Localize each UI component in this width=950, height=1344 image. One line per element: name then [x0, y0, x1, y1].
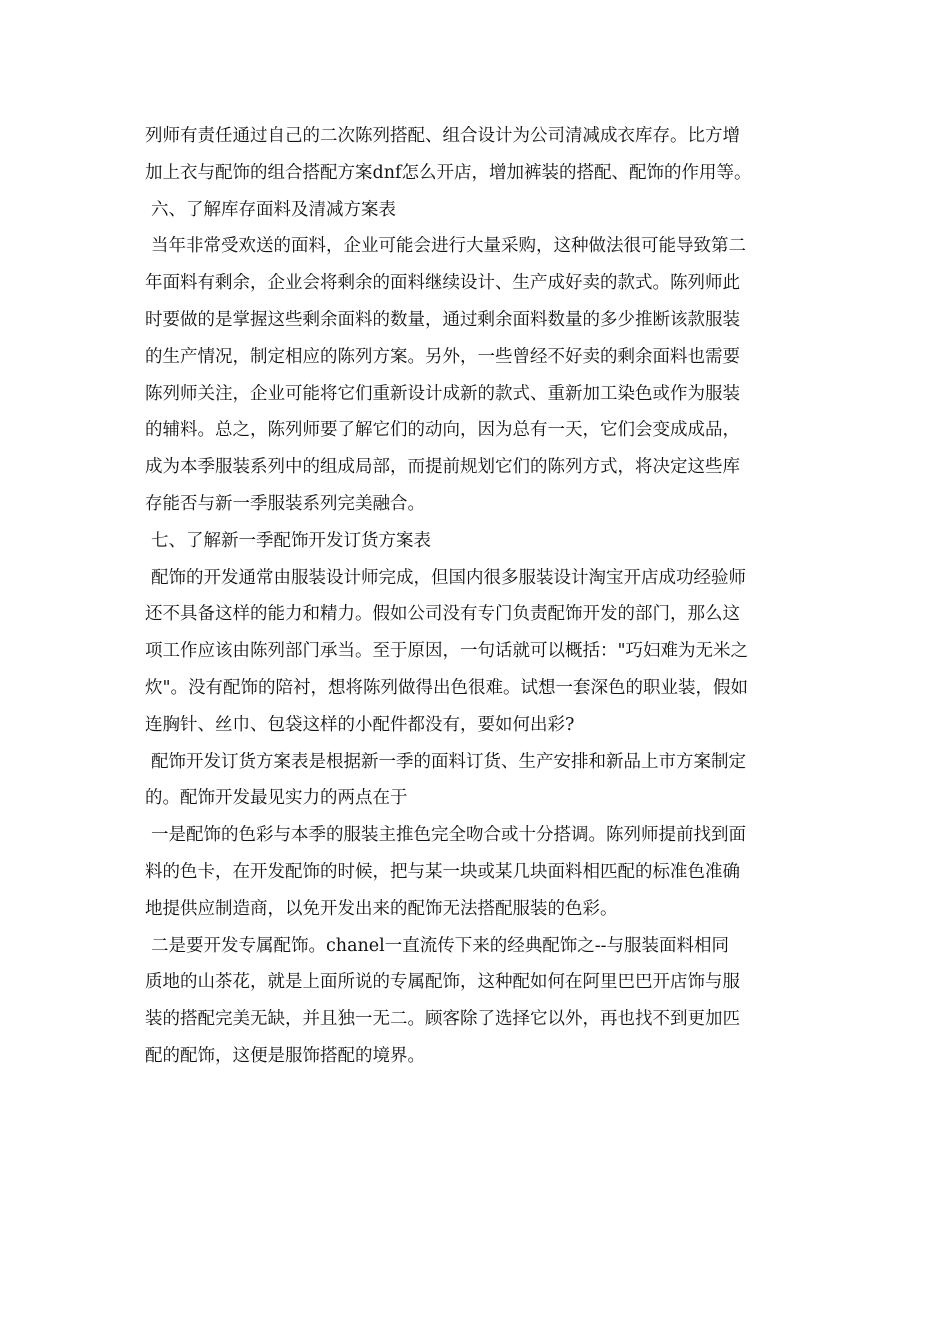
text-line: 料的色卡，在开发配饰的时候，把与某一块或某几块面料相匹配的标准色准确: [145, 861, 740, 882]
text-line: 列师有责任通过自己的二次陈列搭配、组合设计为公司清减成衣库存。比方增: [145, 126, 740, 146]
text-line: 质地的山茶花，就是上面所说的专属配饰，这种配如何在阿里巴巴开店饰与服: [145, 972, 740, 993]
text-line: 陈列师关注，企业可能将它们重新设计成新的款式、重新加工染色或作为服装: [145, 383, 740, 404]
text-line: 年面料有剩余，企业会将剩余的面料继续设计、生产成好卖的款式。陈列师此: [145, 273, 740, 294]
text-line: 配饰的开发通常由服装设计师完成，但国内很多服装设计淘宝开店成功经验师: [151, 567, 746, 588]
text-line: 的辅料。总之，陈列师要了解它们的动向，因为总有一天，它们会变成成品，: [145, 420, 740, 441]
text-line: 地提供应制造商，以免开发出来的配饰无法搭配服装的色彩。: [145, 898, 618, 919]
text-line: 当年非常受欢送的面料，企业可能会进行大量采购，这种做法很可能导致第二: [151, 236, 746, 257]
text-line: 成为本季服装系列中的组成局部，而提前规划它们的陈列方式，将决定这些库: [145, 457, 740, 478]
text-line: 配的配饰，这便是服饰搭配的境界。: [145, 1045, 425, 1066]
text-line: 炊"。没有配饰的陪衬，想将陈列做得出色很难。试想一套深色的职业装，假如: [145, 677, 749, 698]
text-line: 存能否与新一季服装系列完美融合。: [145, 493, 425, 514]
text-line: 加上衣与配饰的组合搭配方案dnf怎么开店，增加裤装的搭配、配饰的作用等。: [145, 162, 752, 183]
text-line: 还不具备这样的能力和精力。假如公司没有专门负责配饰开发的部门，那么这: [145, 604, 740, 625]
document-body: [145, 118, 810, 1075]
text-line: 配饰开发订货方案表是根据新一季的面料订货、生产安排和新品上市方案制定: [151, 751, 746, 772]
text-line: 二是要开发专属配饰。chanel一直流传下来的经典配饰之--与服装面料相同: [151, 935, 730, 956]
section-heading: 七、了解新一季配饰开发订货方案表: [151, 530, 431, 551]
section-heading: 六、了解库存面料及清减方案表: [151, 199, 396, 220]
text-line: 时要做的是掌握这些剩余面料的数量，通过剩余面料数量的多少推断该款服装: [145, 309, 740, 330]
text-line: 项工作应该由陈列部门承当。至于原因，一句话就可以概括："巧妇难为无米之: [145, 641, 749, 662]
text-line: 连胸针、丝巾、包袋这样的小配件都没有，要如何出彩?: [145, 714, 575, 735]
text-line: 装的搭配完美无缺，并且独一无二。顾客除了选择它以外，再也找不到更加匹: [145, 1009, 740, 1030]
text-line: 的。配饰开发最见实力的两点在于: [145, 788, 408, 809]
text-line: 一是配饰的色彩与本季的服装主推色完全吻合或十分搭调。陈列师提前找到面: [151, 825, 746, 846]
text-line: 的生产情况，制定相应的陈列方案。另外，一些曾经不好卖的剩余面料也需要: [145, 346, 740, 367]
